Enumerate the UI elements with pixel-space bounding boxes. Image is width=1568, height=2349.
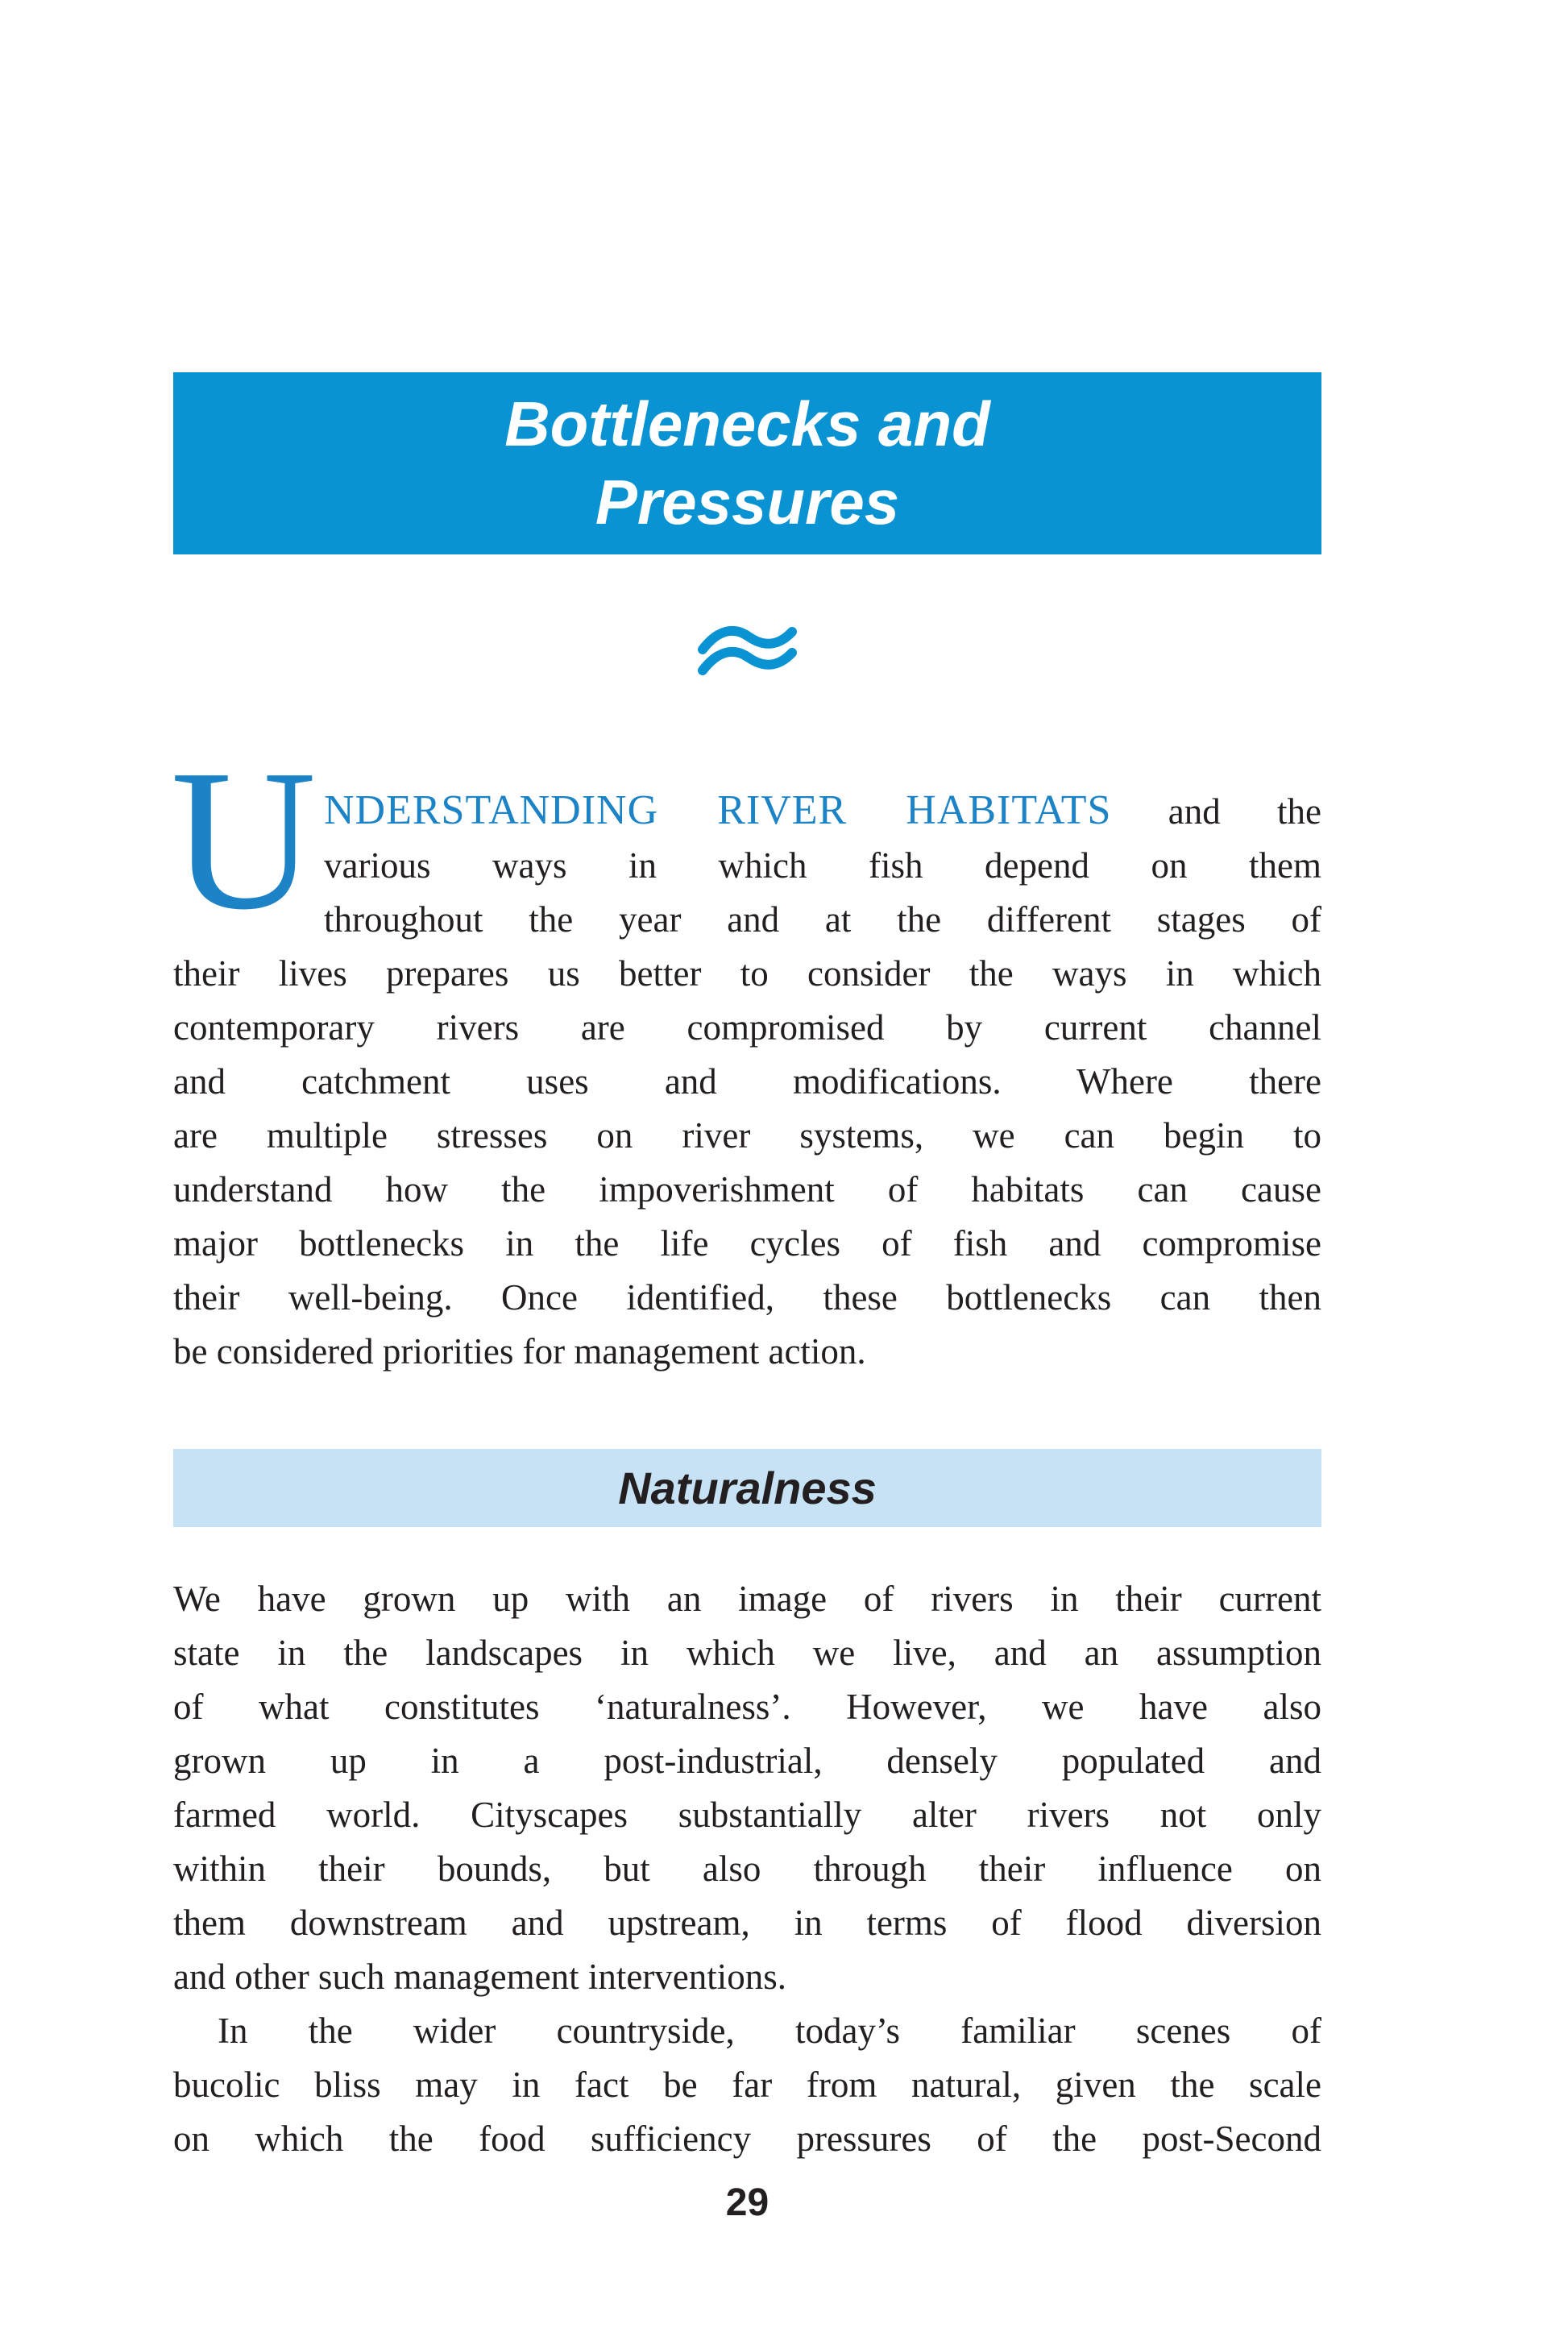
page-number: 29	[725, 2181, 769, 2224]
chapter-title-banner	[173, 372, 1321, 554]
text-line: and catchment uses and modifications. Where there	[173, 1061, 1321, 1102]
text-line: understand how the impoverishment of habitats can cause	[173, 1169, 1321, 1210]
text-line: throughout the year and at the different stages of	[324, 899, 1321, 940]
chapter-title-line2: Pressures	[595, 467, 900, 537]
text-line: farmed world. Cityscapes substantially alter rivers not only	[173, 1795, 1321, 1835]
opening-paragraph	[173, 783, 1321, 1379]
text-line: state in the landscapes in which we live, and an assumption	[173, 1633, 1321, 1673]
text-line: and other such management interventions.	[173, 1957, 787, 1997]
text-line: bucolic bliss may in fact be far from natural, given the scale	[173, 2065, 1321, 2105]
text-line: contemporary rivers are compromised by current channel	[173, 1007, 1321, 1048]
text-line: their well-being. Once identified, these bottlenecks can then	[173, 1277, 1321, 1318]
text-line: We have grown up with an image of rivers in their current	[173, 1579, 1321, 1619]
text-line: be considered priorities for management action.	[173, 1331, 866, 1372]
text-line: grown up in a post-industrial, densely populated and	[173, 1741, 1321, 1781]
text-line: them downstream and upstream, in terms of flood diversion	[173, 1903, 1321, 1943]
text-run: and the	[1111, 791, 1321, 832]
section-title: Naturalness	[618, 1463, 877, 1513]
chapter-title-line1: Bottlenecks and	[504, 388, 990, 459]
text-line: within their bounds, but also through their influence on	[173, 1849, 1321, 1889]
section-header-band	[173, 1449, 1321, 1527]
drop-cap: U	[171, 728, 317, 952]
text-line: In the wider countryside, today’s familiar scenes of	[218, 2011, 1321, 2051]
text-line: are multiple stresses on river systems, we can begin to	[173, 1115, 1321, 1156]
text-line: various ways in which fish depend on them	[324, 845, 1321, 886]
text-line: on which the food sufficiency pressures of the post-Second	[173, 2119, 1321, 2159]
text-line: of what constitutes ‘naturalness’. However, we have also	[173, 1687, 1321, 1727]
lead-small-caps: NDERSTANDING RIVER HABITATS	[324, 787, 1112, 833]
text-line: major bottlenecks in the life cycles of fish and compromise	[173, 1223, 1321, 1264]
wave-icon	[698, 622, 798, 677]
naturalness-paragraphs	[173, 1572, 1321, 2166]
text-line	[173, 783, 1321, 839]
text-line: their lives prepares us better to consider the ways in which	[173, 953, 1321, 994]
